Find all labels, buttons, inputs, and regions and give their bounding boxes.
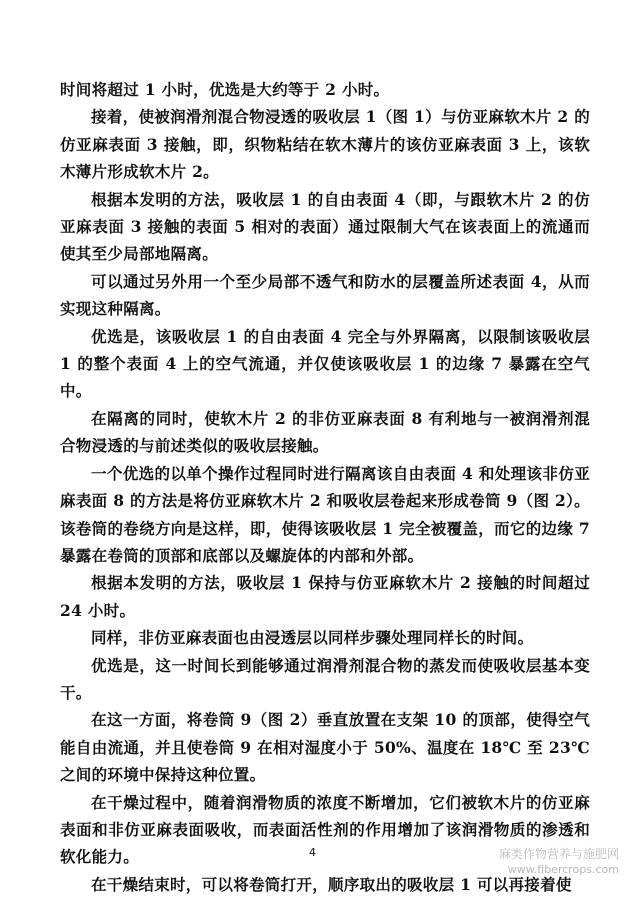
site-watermark bbox=[499, 847, 619, 877]
paragraph-9: 同样，非仿亚麻表面也由浸透层以同样步骤处理同样长的时间。 bbox=[91, 628, 534, 648]
paragraph-11: 在这一方面，将卷筒 9（图 2）垂直放置在支架 10 的顶部，使得空气能自由流通，并且使卷筒 9 在相对湿度小于 50%、温度在 18℃ 至 23℃ 之间的环境中保持这种位置。 bbox=[60, 710, 590, 785]
watermark-title: 麻类作物营养与施肥网 bbox=[498, 847, 619, 861]
paragraph-5: 优选是，该吸收层 1 的自由表面 4 完全与外界隔离，以限制该吸收层 1 的整个表面 4 上的空气流通，并仅使该吸收层 1 的边缘 7 暴露在空气中。 bbox=[60, 326, 590, 401]
paragraph-8: 根据本发明的方法，吸收层 1 保持与仿亚麻软木片 2 接触的时间超过 24 小时。 bbox=[60, 573, 590, 620]
paragraph-10: 优选是，这一时间长到能够通过润滑剂混合物的蒸发而使吸收层基本变干。 bbox=[60, 655, 590, 702]
watermark-url: www.fibercrops.com bbox=[507, 863, 619, 876]
paragraph-3: 根据本发明的方法，吸收层 1 的自由表面 4（即，与跟软木片 2 的仿亚麻表面 3 接触的表面 5 相对的表面）通过限制大气在该表面上的流通而使其至少局部地隔离。 bbox=[60, 189, 590, 264]
document-body bbox=[60, 76, 590, 898]
paragraph-12: 在干燥过程中，随着润滑物质的浓度不断增加，它们被软木片的仿亚麻表面和非仿亚麻表面吸收，而表面活性剂的作用增加了该润滑物质的渗透和软化能力。 bbox=[60, 792, 590, 867]
paragraph-2: 接着，使被润滑剂混合物浸透的吸收层 1（图 1）与仿亚麻软木片 2 的仿亚麻表面 3 接触，即，织物粘结在软木薄片的该仿亚麻表面 3 上，该软木薄片形成软木片 2。 bbox=[60, 107, 590, 182]
paragraph-4: 可以通过另外用一个至少局部不透气和防水的层覆盖所述表面 4，从而实现这种隔离。 bbox=[60, 271, 590, 319]
paragraph-1: 时间将超过 1 小时，优选是大约等于 2 小时。 bbox=[60, 80, 390, 99]
paragraph-6: 在隔离的同时，使软木片 2 的非仿亚麻表面 8 有利地与一被润滑剂混合物浸透的与前述类似的吸收层接触。 bbox=[60, 408, 590, 456]
paragraph-7: 一个优选的以单个操作过程同时进行隔离该自由表面 4 和处理该非仿亚麻表面 8 的方法是将仿亚麻软木片 2 和吸收层卷起来形成卷筒 9（图 2）。该卷筒的卷绕方向是这样，即，使得该吸收层 1 完全被覆盖，而它的边缘 7 暴露在卷筒的顶部和底部以及螺旋体的内部和外部。 bbox=[60, 463, 590, 565]
paragraph-13: 在干燥结束时，可以将卷筒打开，顺序取出的吸收层 1 可以再接着使 bbox=[91, 874, 572, 894]
page-number: 4 bbox=[309, 846, 316, 859]
